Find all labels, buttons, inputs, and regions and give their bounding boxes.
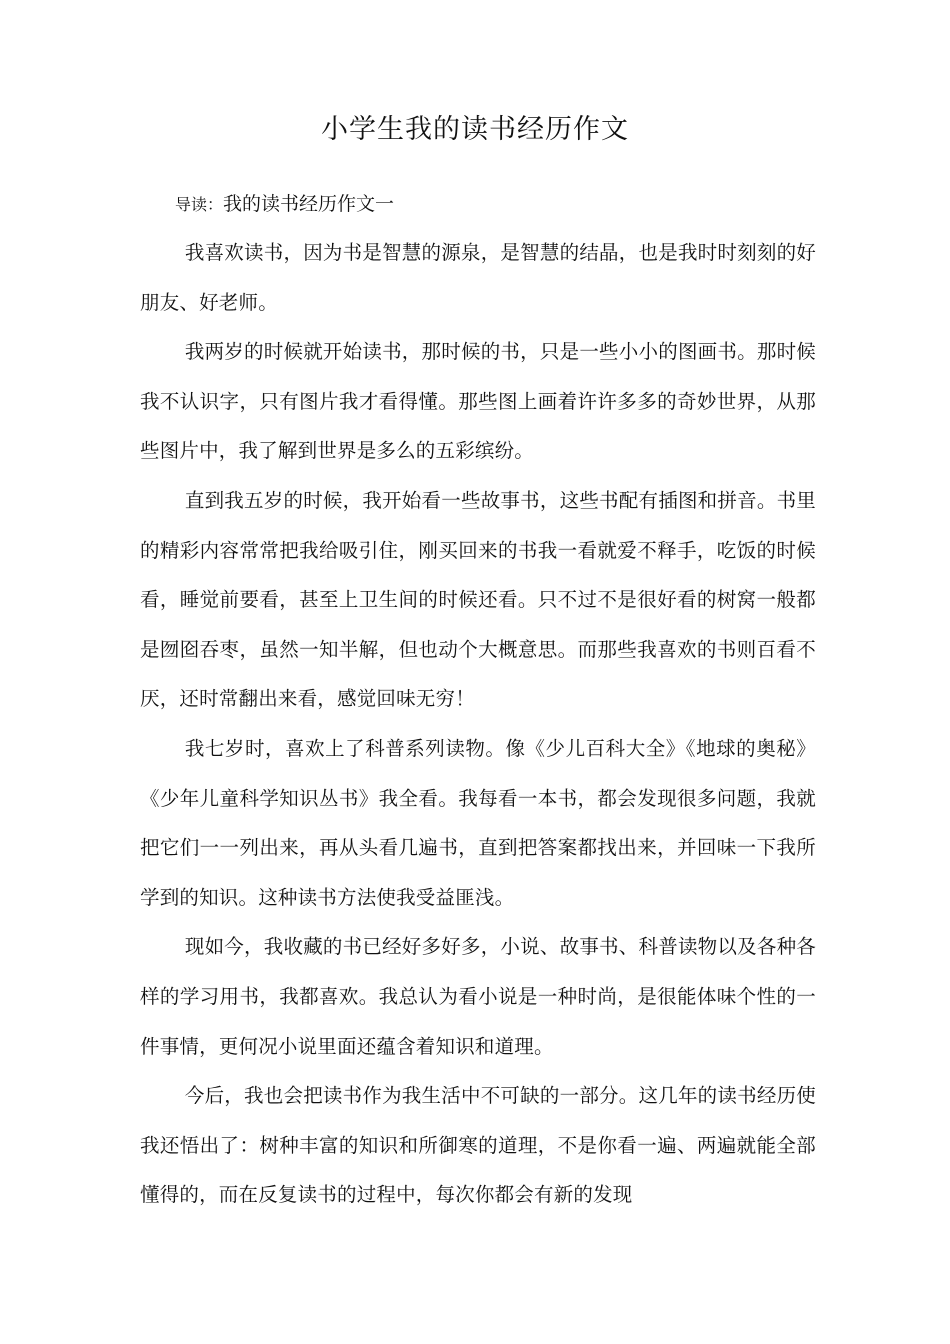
paragraph: 我喜欢读书，因为书是智慧的源泉，是智慧的结晶，也是我时时刻刻的好朋友、好老师。 xyxy=(140,241,816,314)
lead-line xyxy=(175,190,394,219)
paragraph: 直到我五岁的时候，我开始看一些故事书，这些书配有插图和拼音。书里的精彩内容常常把我给吸引住，刚买回来的书我一看就爱不释手，吃饭的时候看，睡觉前要看，甚至上卫生间的时候还看。只不过不是很好看的树窝一般都是囫囵吞枣，虽然一知半解，但也动个大概意思。而那些我喜欢的书则百看不厌，还时常翻出来看，感觉回味无穷！ xyxy=(140,488,816,711)
lead-text: 我的读书经历作文一 xyxy=(223,193,395,215)
lead-prefix: 导读： xyxy=(175,195,224,214)
document-body xyxy=(140,228,816,1220)
paragraph: 我两岁的时候就开始读书，那时候的书，只是一些小小的图画书。那时候我不认识字，只有图片我才看得懂。那些图上画着许许多多的奇妙世界，从那些图片中，我了解到世界是多么的五彩缤纷。 xyxy=(140,340,816,463)
paragraph: 现如今，我收藏的书已经好多好多，小说、故事书、科普读物以及各种各样的学习用书，我都喜欢。我总认为看小说是一种时尚，是很能体味个性的一件事情，更何况小说里面还蕴含着知识和道理。 xyxy=(140,935,816,1058)
document-title: 小学生我的读书经历作文 xyxy=(321,114,629,145)
paragraph: 今后，我也会把读书作为我生活中不可缺的一部分。这几年的读书经历使我还悟出了：树种丰富的知识和所御寒的道理，不是你看一遍、两遍就能全部懂得的，而在反复读书的过程中，每次你都会有新的发现 xyxy=(140,1084,816,1207)
paragraph: 我七岁时，喜欢上了科普系列读物。像《少儿百科大全》《地球的奥秘》《少年儿童科学知识丛书》我全看。我每看一本书，都会发现很多问题，我就把它们一一列出来，再从头看几遍书，直到把答案都找出来，并回味一下我所学到的知识。这种读书方法使我受益匪浅。 xyxy=(140,736,816,909)
